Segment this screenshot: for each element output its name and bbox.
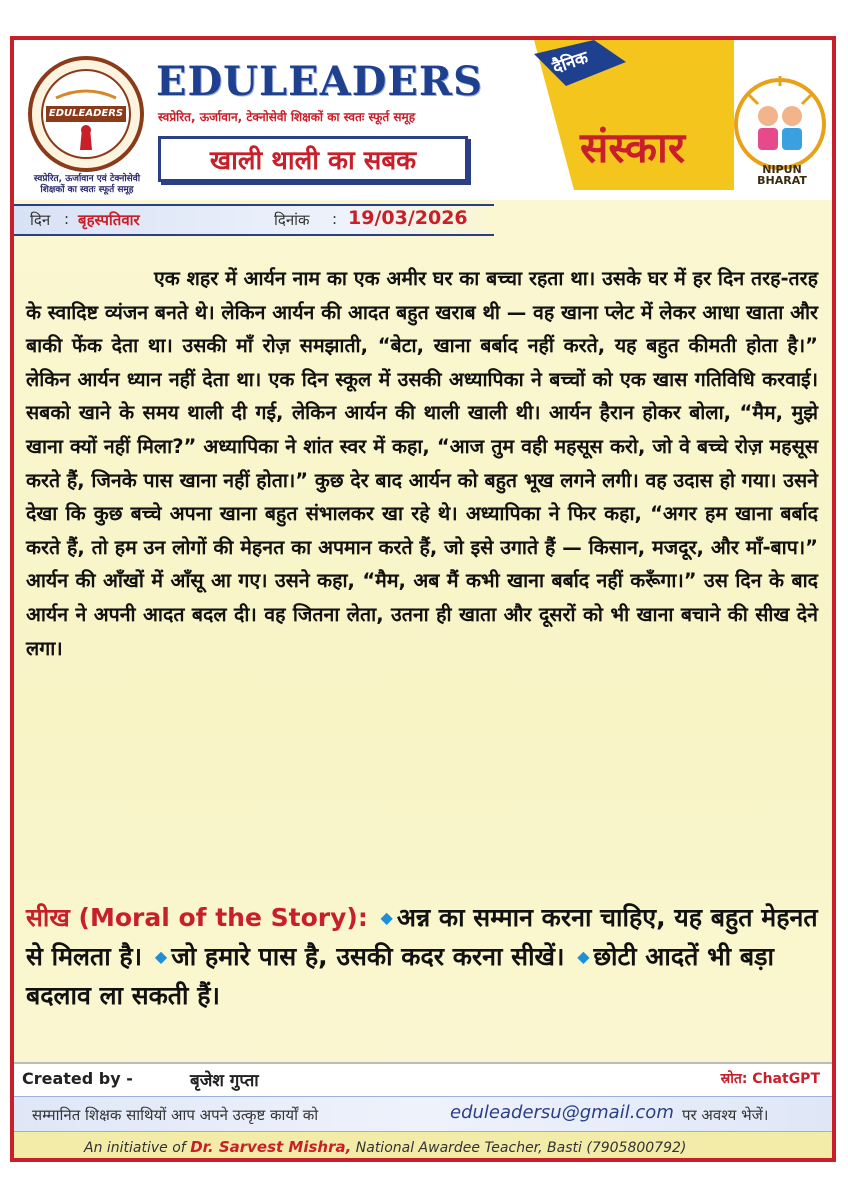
logo-caption: स्वप्रेरित, ऊर्जावान एवं टेक्नोसेवी शिक्षकों का स्वतः स्फूर्त समूह <box>33 174 141 195</box>
initiative-suffix: National Awardee Teacher, Basti (7905800792) <box>355 1140 687 1156</box>
day-label: दिन <box>30 211 51 229</box>
moral-point: अन्न का सम्मान करना चाहिए, यह बहुत मेहनत से मिलता है। <box>26 903 818 971</box>
contact-email[interactable]: eduleadersu@gmail.com <box>450 1102 674 1123</box>
submission-bar <box>14 1096 832 1132</box>
sanskar-banner <box>514 40 734 196</box>
date-separator: : <box>332 210 338 228</box>
logo-name: EDULEADERS <box>48 108 124 119</box>
banner-sanskar-label: संस्कार <box>580 123 686 172</box>
date-strip <box>14 204 494 236</box>
created-by-label: Created by - <box>22 1069 133 1088</box>
day-separator: : <box>64 210 70 228</box>
poster-frame <box>10 36 836 1162</box>
author-name: बृजेश गुप्ता <box>190 1071 259 1091</box>
blue-diamond-icon: ◆ <box>154 947 168 966</box>
eduleaders-logo <box>26 54 146 174</box>
nipun-label-line2: BHARAT <box>757 174 807 187</box>
moral-point: जो हमारे पास है, उसकी कदर करना सीखें। <box>171 942 565 971</box>
story-title: खाली थाली का सबक <box>209 146 417 176</box>
day-value: बृहस्पतिवार <box>78 211 140 229</box>
nipun-label-line1: NIPUN <box>762 163 802 176</box>
story-title-box <box>158 136 468 182</box>
banner-daily-label: दैनिक <box>550 47 591 78</box>
initiative-text <box>84 1138 686 1156</box>
brand-tagline: स्वप्रेरित, ऊर्जावान, टेक्नोसेवी शिक्षकों का स्वतः स्फूर्त समूह <box>158 110 416 124</box>
source-label: स्रोत: ChatGPT <box>720 1071 820 1087</box>
credits-bar <box>14 1062 832 1096</box>
brand-title: EDULEADERS <box>156 58 484 105</box>
header <box>14 40 832 200</box>
date-label: दिनांक <box>274 211 310 229</box>
story-body: एक शहर में आर्यन नाम का एक अमीर घर का बच्चा रहता था। उसके घर में हर दिन तरह-तरह के स्वादिष्ट व्यंजन बनते थे। लेकिन आर्यन की आदत बहुत खराब थी — वह खाना प्लेट में लेकर आधा खाता और बाकी फेंक देता था। उसकी माँ रोज़ समझाती, “बेटा, खाना बर्बाद नहीं करते, यह बहुत कीमती होता है।” लेकिन आर्यन ध्यान नहीं देता था। एक दिन स्कूल में उसकी अध्यापिका ने बच्चों को एक खास गतिविधि करवाई। सबको खाने के समय थाली दी गई, लेकिन आर्यन की थाली खाली थी। आर्यन हैरान होकर बोला, “मैम, मुझे खाना क्यों नहीं मिला?” अध्यापिका ने शांत स्वर में कहा, “आज तुम वही महसूस करो, जो वे बच्चे रोज़ महसूस करते हैं, जिनके पास खाना नहीं होता।” कुछ देर बाद आर्यन को बहुत भूख लगने लगी। वह उदास हो गया। उसने देखा कि कुछ बच्चे अपना खाना बहुत संभालकर खा रहे थे। अध्यापिका ने फिर कहा, “अगर हम खाना बर्बाद करते हैं, तो हम उन लोगों की मेहनत का अपमान करते हैं, जो इसे उगाते हैं — किसान, मजदूर, और माँ-बाप।” आर्यन की आँखों में आँसू आ गए। उसने कहा, “मैम, अब मैं कभी खाना बर्बाद नहीं करूँगा।” उस दिन के बाद आर्यन ने अपनी आदत बदल दी। वह जितना लेता, उतना ही खाता और दूसरों को भी खाना बचाने की सीख देने लगा। <box>26 267 818 660</box>
submission-text-end: पर अवश्य भेजें। <box>682 1106 769 1124</box>
initiative-prefix: An initiative of <box>84 1140 186 1156</box>
submission-text: सम्मानित शिक्षक साथियों आप अपने उत्कृष्ट कार्यों को <box>32 1106 319 1124</box>
blue-diamond-icon: ◆ <box>577 947 590 966</box>
date-value: 19/03/2026 <box>348 207 468 229</box>
initiative-name: Dr. Sarvest Mishra, <box>190 1138 352 1156</box>
moral-point: छोटी आदतें भी बड़ा बदलाव ला सकती हैं। <box>26 942 774 1010</box>
moral-section <box>26 898 826 1015</box>
blue-diamond-icon: ◆ <box>380 908 393 927</box>
initiative-bar <box>14 1132 832 1162</box>
nipun-label <box>756 164 808 186</box>
moral-heading: सीख (Moral of the Story): <box>26 903 368 932</box>
